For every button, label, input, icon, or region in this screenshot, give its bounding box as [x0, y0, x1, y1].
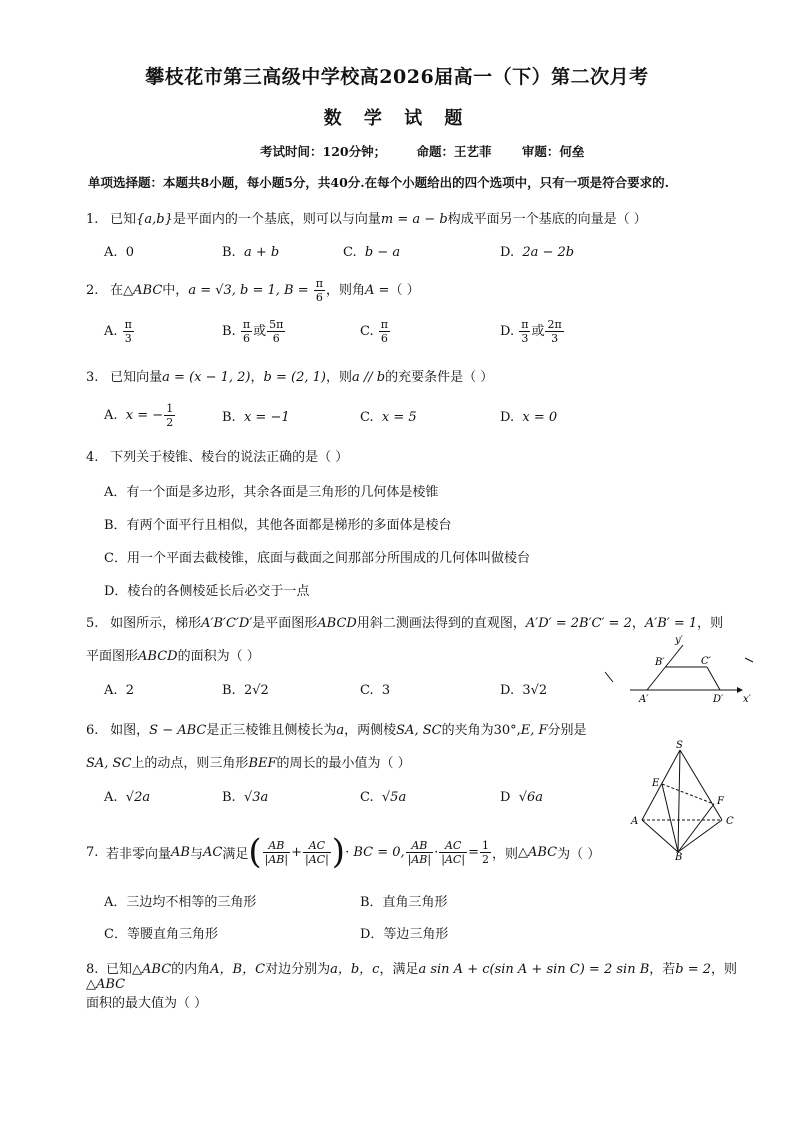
q5-trapezoid: A′B′C′D′ — [201, 616, 253, 631]
denominator: 2 — [166, 416, 174, 429]
q1-basis: {a,b} — [136, 212, 173, 227]
q5-shape-2: ABCD — [138, 649, 178, 664]
q7-text-d: ，则 — [491, 846, 518, 862]
segment-eb — [662, 784, 678, 852]
option-letter: C. — [360, 790, 374, 805]
q6-option-c[interactable] — [360, 790, 406, 805]
option-letter: B. — [222, 410, 236, 425]
q6-option-b[interactable] — [222, 790, 268, 805]
question-number: 6. — [86, 723, 99, 738]
question-number: 8. — [86, 962, 99, 977]
denominator: 2 — [481, 852, 489, 866]
q8-text-f: ，则 — [711, 962, 738, 977]
option-letter: C. — [360, 683, 374, 698]
q2-ask: A = — [365, 283, 390, 298]
q6-points: E, F — [520, 723, 548, 738]
denominator: 6 — [242, 332, 250, 345]
edge-sc — [680, 750, 722, 820]
option-fraction — [545, 318, 563, 345]
q1-option-b[interactable] — [222, 245, 279, 260]
option-fraction — [519, 318, 530, 345]
q4-option-d[interactable]: D．棱台的各侧棱延长后必交于一点 — [104, 584, 310, 599]
exam-reviewer: 审题：何垒 — [521, 144, 585, 159]
label-d: D′ — [713, 694, 724, 705]
q6-option-a[interactable] — [104, 790, 150, 805]
numerator: AB — [406, 839, 433, 853]
q3-option-d[interactable] — [500, 410, 557, 425]
section-heading: 单项选择题：本题共8小题，每小题5分，共40分.在每个小题给出的四个选项中，只有一项是符合要求的. — [88, 175, 669, 190]
q5-line2-b: 的面积为（ ） — [177, 649, 260, 664]
q7-half — [480, 839, 491, 866]
label-c: C′ — [701, 656, 711, 667]
q5-text-b: 是平面图形 — [252, 616, 318, 631]
option-value: √5a — [381, 790, 407, 805]
q8-text-e: ，若 — [649, 962, 676, 977]
option-letter: A. — [104, 324, 118, 339]
option-letter: C. — [343, 245, 357, 260]
option-value: √6a — [518, 790, 544, 805]
q7-right-paren: ) — [331, 832, 346, 872]
q7-dot-bc: · BC = 0, — [345, 844, 405, 860]
denominator: 3 — [124, 332, 132, 345]
q8-triangle: △ABC — [132, 962, 172, 977]
question-4 — [86, 446, 348, 465]
q6-length: a — [336, 723, 345, 738]
numerator: π — [521, 318, 529, 331]
numerator: π — [124, 318, 132, 331]
q8-text-a: 已知 — [106, 962, 133, 977]
question-7: 7. 若非零向量 AB 与 AC 满足 ( $\frac{AB}{|AB|}$ + $\frac{AC}{|AC|}$ ) · BC = 0, $\frac{AB}{|AB|}$ · $\frac{AC}{|AC|}$ = $\frac{1}{2}$ ，则 △ABC 为（ ） — [86, 832, 601, 872]
q2-text-b: 中， — [162, 283, 189, 298]
edge-cd — [707, 667, 720, 690]
option-letter: D. — [500, 410, 515, 425]
q3-option-b[interactable] — [222, 410, 290, 425]
q1-option-d[interactable] — [500, 245, 574, 260]
option-value: x = 5 — [381, 410, 417, 425]
numerator: π — [380, 318, 388, 331]
option-value: 2 — [125, 683, 135, 698]
q2-fraction — [314, 277, 325, 304]
exam-subtitle: 数 学 试 题 — [323, 108, 471, 129]
numerator: 1 — [481, 838, 489, 852]
q3-option-c[interactable] — [360, 410, 417, 425]
question-number: 4. — [86, 450, 99, 465]
q5-text-c: 用斜二测画法得到的直观图， — [356, 616, 526, 631]
option-letter: D. — [500, 324, 515, 339]
edge-sb — [678, 750, 680, 852]
q3-sep: ， — [250, 370, 264, 385]
q5-text-d: ，则 — [697, 616, 724, 631]
option-letter: A. — [104, 790, 118, 805]
q2-text-a: 在 — [110, 283, 124, 298]
q5-figure-trapezoid — [595, 630, 765, 710]
option-fraction — [164, 402, 175, 429]
numerator: AC — [303, 839, 331, 853]
denominator: 3 — [551, 332, 559, 345]
denominator: |AC| — [304, 852, 329, 866]
option-value: √2a — [125, 790, 151, 805]
question-5 — [86, 612, 776, 631]
q1-text-a: 已知 — [110, 212, 137, 227]
q5-sep: ， — [631, 616, 645, 631]
option-letter: B. — [222, 790, 236, 805]
q7-option-b[interactable]: B．直角三角形 — [360, 895, 448, 910]
question-8 — [86, 958, 776, 992]
question-number: 2. — [86, 283, 99, 298]
q7-text-e: 为（ ） — [557, 846, 601, 862]
question-2 — [86, 277, 420, 304]
label-a: A′ — [639, 694, 649, 705]
q2-triangle: △ABC — [123, 283, 163, 298]
label-c: C — [726, 816, 734, 827]
q1-text-b: 是平面内的一个基底，则可以与向量 — [172, 212, 381, 227]
question-number: 5. — [86, 616, 99, 631]
option-value: b − a — [364, 245, 401, 260]
q5-line2-a: 平面图形 — [86, 649, 139, 664]
q4-text: 下列关于棱锥、棱台的说法正确的是（ ） — [110, 450, 349, 465]
numerator: 1 — [166, 402, 174, 415]
exam-meta — [260, 142, 610, 160]
q3-text-b: ，则 — [325, 370, 352, 385]
q8-text-c: 对边分别为 — [265, 962, 331, 977]
denominator-text: AB — [411, 852, 428, 866]
option-fraction — [379, 318, 390, 345]
edge-sa — [642, 750, 680, 820]
q6-figure-pyramid — [626, 738, 744, 860]
label-y: y′ — [675, 635, 683, 646]
option-value: a + b — [243, 245, 280, 260]
q3-vector-a: a = (x − 1, 2) — [162, 370, 251, 385]
q7-frac-ac — [303, 839, 331, 866]
segment-fb — [678, 804, 714, 852]
option-fraction — [241, 318, 252, 345]
question-6 — [86, 719, 587, 738]
denominator: 6 — [272, 332, 280, 345]
denominator: |AC| — [441, 852, 466, 866]
option-value: 3 — [381, 683, 391, 698]
q6-text-b: 是正三棱锥且侧棱长为 — [206, 723, 337, 738]
option-value: 3√2 — [522, 683, 548, 698]
q8-sides: a，b，c — [330, 962, 380, 977]
q2-option-b[interactable] — [222, 318, 286, 345]
q5-cond-2: A′B′ = 1 — [644, 616, 698, 631]
option-or: 或 — [531, 324, 545, 339]
q3-vector-b: b = (2, 1) — [263, 370, 326, 385]
q7-equals: = — [468, 844, 479, 860]
option-value: 2a − 2b — [522, 245, 575, 260]
option-letter: A. — [104, 245, 118, 260]
q6-line2-c: 的周长的最小值为（ ） — [276, 756, 411, 771]
denominator: 6 — [380, 332, 388, 345]
q7-option-d[interactable]: D．等边三角形 — [360, 927, 449, 942]
q5-cond-1: A′D′ = 2B′C′ = 2 — [525, 616, 632, 631]
exam-title: 攀枝花市第三高级中学校高2026届高一（下）第二次月考 — [145, 66, 649, 88]
q8-angles: A，B，C — [210, 962, 266, 977]
q7-left-paren: ( — [248, 832, 262, 872]
numerator: π — [315, 277, 324, 290]
q6-pyramid: S − ABC — [149, 723, 207, 738]
q6-triangle: BEF — [248, 756, 277, 771]
q5-shape: ABCD — [317, 616, 357, 631]
exam-time: 考试时间：120分钟； — [260, 144, 387, 159]
q2-text-c: ，则角 — [326, 283, 366, 298]
denominator: |AB| — [407, 852, 432, 866]
denominator-text: AB — [268, 852, 285, 866]
exam-author: 命题：王艺菲 — [416, 144, 492, 159]
q7-vector-ab: AB — [171, 844, 190, 860]
option-letter: A. — [104, 683, 118, 698]
q7-text-c: 满足 — [222, 846, 249, 862]
option-letter: D — [500, 790, 511, 805]
scan-mark-left — [605, 672, 613, 682]
q4-option-a[interactable]: A．有一个面是多边形，其余各面是三角形的几何体是棱锥 — [104, 485, 439, 500]
q7-text-b: 与 — [189, 846, 203, 862]
option-value: 2√2 — [243, 683, 269, 698]
option-value: x = − — [125, 408, 164, 423]
option-value: √3a — [243, 790, 269, 805]
q5-option-c[interactable] — [360, 683, 390, 698]
q8-equation: a sin A + c(sin A + sin C) = 2 sin B — [418, 962, 650, 977]
option-letter: C. — [360, 410, 374, 425]
label-b: B — [675, 852, 683, 860]
q2-option-c[interactable] — [360, 318, 391, 345]
option-letter: D. — [500, 245, 515, 260]
option-letter: B. — [222, 324, 236, 339]
option-letter: A. — [104, 408, 118, 423]
q2-option-d[interactable] — [500, 318, 565, 345]
label-a: A — [631, 816, 639, 827]
q5-option-d[interactable] — [500, 683, 547, 698]
q1-text-c: 构成平面另一个基底的向量是（ ） — [447, 212, 647, 227]
q8-text-d: ，满足 — [379, 962, 419, 977]
label-b: B′ — [655, 657, 665, 668]
question-5-line2 — [86, 645, 260, 664]
scan-mark-right — [745, 658, 753, 662]
denominator-text: AC — [308, 852, 326, 866]
option-letter: B. — [222, 245, 236, 260]
q3-text-a: 已知向量 — [110, 370, 163, 385]
q5-option-a[interactable] — [104, 683, 134, 698]
q7-triangle: △ABC — [517, 844, 558, 860]
question-number: 3. — [86, 370, 99, 385]
q6-text-a: 如图， — [110, 723, 150, 738]
denominator: 6 — [315, 291, 323, 304]
label-x: x′ — [743, 694, 751, 705]
numerator: 5π — [269, 318, 284, 331]
q8-b-value: b = 2 — [675, 962, 712, 977]
numerator: AB — [263, 839, 290, 853]
option-fraction — [267, 318, 285, 345]
q7-option-a[interactable]: A．三边均不相等的三角形 — [104, 895, 257, 910]
q3-parallel: a // b — [351, 370, 386, 385]
numerator: π — [242, 318, 251, 331]
q6-text-e: 分别是 — [547, 723, 587, 738]
q6-edges: SA, SC — [396, 723, 442, 738]
q8-triangle-2: △ABC — [86, 977, 126, 992]
denominator-text: AC — [444, 852, 462, 866]
q6-line2-b: 上的动点，则三角形 — [131, 756, 249, 771]
q7-vector-ac: AC — [202, 844, 223, 860]
q5-option-b[interactable] — [222, 683, 269, 698]
q6-line2-a: SA, SC — [86, 756, 132, 771]
question-3 — [86, 366, 493, 385]
question-1 — [86, 208, 647, 227]
option-or: 或 — [253, 324, 267, 339]
q3-option-a[interactable] — [104, 402, 176, 429]
option-value: x = 0 — [522, 410, 558, 425]
q4-option-c[interactable]: C．用一个平面去截棱锥，底面与截面之间那部分所围成的几何体叫做棱台 — [104, 551, 530, 566]
label-s: S — [676, 740, 683, 751]
x-axis-arrow — [737, 687, 743, 693]
q7-option-c[interactable]: C．等腰直角三角形 — [104, 927, 218, 942]
q6-option-d[interactable] — [500, 790, 543, 805]
question-6-line2 — [86, 752, 411, 771]
question-8-line2: 面积的最大值为（ ） — [86, 996, 208, 1011]
q7-text-a: 若非零向量 — [106, 846, 172, 862]
numerator: 2π — [547, 318, 562, 331]
question-number: 7. — [86, 844, 99, 860]
q7-frac-ab-2 — [406, 839, 433, 866]
edge-ab — [642, 820, 678, 852]
q1-option-c[interactable] — [343, 245, 400, 260]
option-letter: C. — [360, 324, 374, 339]
option-value: x = −1 — [243, 410, 290, 425]
q2-text-d: （ ） — [389, 283, 420, 298]
option-letter: B. — [222, 683, 236, 698]
q4-option-b[interactable]: B．有两个面平行且相似，其他各面都是梯形的多面体是棱台 — [104, 518, 452, 533]
q1-m-expr: m = a − b — [380, 212, 448, 227]
q8-text-b: 的内角 — [171, 962, 211, 977]
q6-text-c: ，两侧棱 — [344, 723, 397, 738]
q2-option-a[interactable] — [104, 318, 135, 345]
denominator: 3 — [521, 332, 529, 345]
option-value: 0 — [125, 245, 135, 260]
q6-text-d: 的夹角为30°, — [441, 723, 521, 738]
q7-frac-ab — [263, 839, 290, 866]
option-letter: D. — [500, 683, 515, 698]
q7-frac-ac-2 — [439, 839, 467, 866]
label-e: E — [652, 778, 660, 789]
q3-text-c: 的充要条件是（ ） — [385, 370, 494, 385]
edge-bc — [678, 820, 722, 852]
option-fraction — [123, 318, 134, 345]
q5-text-a: 如图所示，梯形 — [110, 616, 202, 631]
question-number: 1. — [86, 212, 99, 227]
numerator: AC — [439, 839, 467, 853]
label-f: F — [717, 796, 724, 807]
denominator: |AB| — [264, 852, 289, 866]
q1-option-a[interactable] — [104, 245, 134, 260]
q2-condition: a = √3, b = 1, B = — [188, 283, 309, 298]
